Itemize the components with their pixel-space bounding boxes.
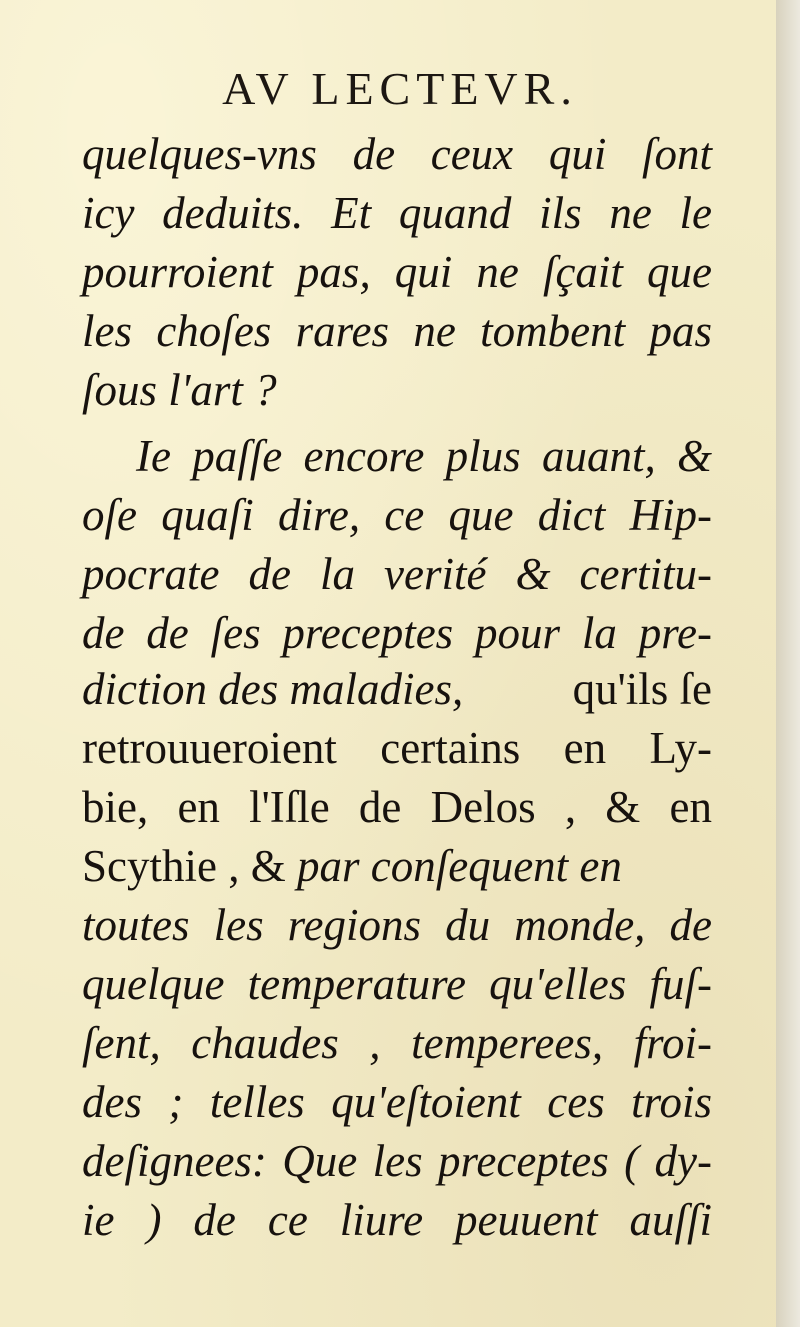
text-line-16: ſent, chaudes , temperees, froi-	[82, 1018, 712, 1068]
text-line-17: des ; telles qu'eſtoient ces trois	[82, 1077, 712, 1127]
text-line-3: pourroient pas, qui ne ſçait que	[82, 247, 712, 297]
text-line-19: ie ) de ce liure peuuent auſſi	[82, 1195, 712, 1245]
text-line-5: ſous l'art ?	[82, 365, 277, 415]
text-line-14: toutes les regions du monde, de	[82, 900, 712, 950]
text-line-4: les choſes rares ne tombent pas	[82, 306, 712, 356]
text-line-13-roman: Scythie , &	[82, 841, 286, 891]
text-line-18: deſignees: Que les preceptes ( dy-	[82, 1136, 712, 1186]
text-line-13	[82, 840, 712, 892]
page-edge	[776, 0, 800, 1327]
text-line-2: icy deduits. Et quand ils ne le	[82, 188, 712, 238]
text-line-8: pocrate de la verité & certitu-	[82, 549, 712, 599]
text-line-10-roman: qu'ils ſe	[572, 664, 712, 714]
text-line-11: retrouueroient certains en Ly-	[82, 723, 712, 773]
text-line-10-italic: diction des maladies,	[82, 664, 464, 714]
text-line-7: oſe quaſi dire, ce que dict Hip-	[82, 490, 712, 540]
text-line-1: quelques-vns de ceux qui ſont	[82, 129, 712, 179]
text-line-12: bie, en l'Iſle de Delos , & en	[82, 782, 712, 832]
text-line-10	[82, 663, 712, 715]
text-line-9: de de ſes preceptes pour la pre-	[82, 608, 712, 658]
text-line-13-italic: par conſequent en	[285, 841, 622, 891]
running-header: AV LECTEVR.	[222, 63, 578, 114]
text-line-15: quelque temperature qu'elles fuſ-	[82, 959, 712, 1009]
text-line-6: Ie paſſe encore plus auant, &	[136, 431, 712, 481]
